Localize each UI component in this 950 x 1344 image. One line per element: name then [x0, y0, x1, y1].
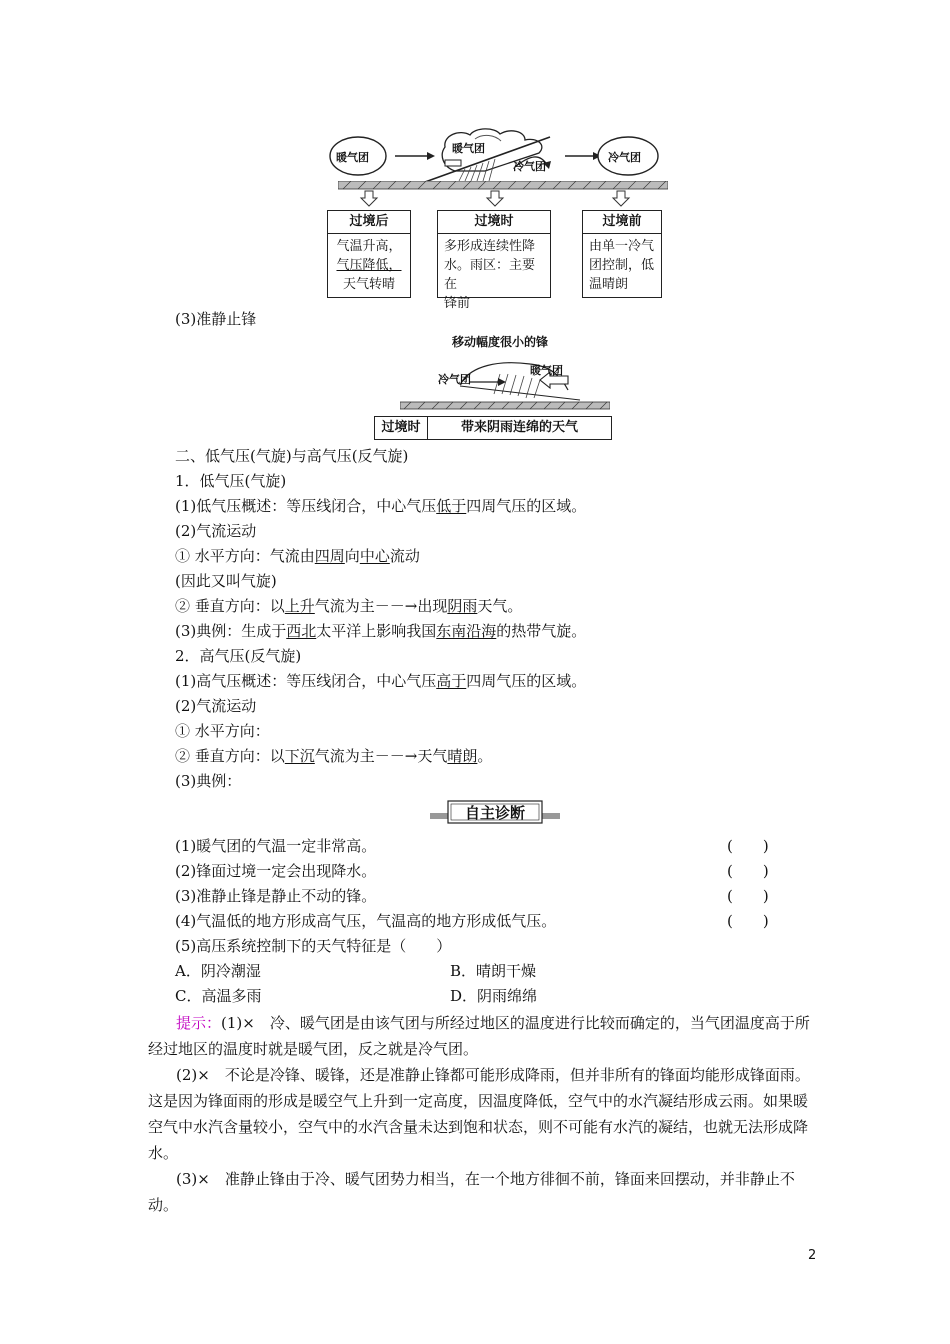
front-cold-label: 冷气团	[513, 160, 546, 173]
during-line-1: 多形成连续性降	[444, 239, 536, 254]
quasi-front-title: (3)准静止锋	[175, 310, 257, 328]
low-example: (3)典例：生成于西北太平洋上影响我国东南沿海的热带气旋。	[175, 622, 587, 640]
diag-answer-3[interactable]: ( )	[727, 887, 769, 905]
front-warm-label: 暖气团	[452, 142, 485, 155]
high-vertical: ② 垂直方向：以下沉气流为主－－→天气晴朗。	[175, 747, 493, 765]
after-line-1: 气温升高，	[336, 239, 402, 254]
before-line-1: 由单一冷气	[589, 239, 655, 254]
cold-mass-label: 冷气团	[608, 151, 641, 164]
quasi-caption: 移动幅度很小的锋	[452, 335, 549, 349]
diag-item-2: (2)锋面过境一定会出现降水。	[175, 862, 377, 880]
section2-heading: 二、低气压(气旋)与高气压(反气旋)	[175, 447, 409, 465]
diagnosis-banner	[430, 799, 560, 825]
diag-answer-4[interactable]: ( )	[727, 912, 769, 930]
quasi-passage-label: 过境时	[375, 417, 428, 439]
quasi-cold-label: 冷气团	[438, 373, 471, 386]
warm-mass-label: 暖气团	[336, 151, 369, 164]
diag-answer-2[interactable]: ( )	[727, 862, 769, 880]
diagnosis-banner-label: 自主诊断	[464, 804, 525, 822]
during-passage-header: 过境时	[438, 211, 550, 234]
after-passage-box	[327, 210, 411, 298]
option-b[interactable]: B．晴朗干燥	[450, 962, 537, 980]
after-line-3: 天气转晴	[342, 277, 395, 292]
diag-answer-1[interactable]: ( )	[727, 837, 769, 855]
high-flow: (2)气流运动	[175, 697, 257, 715]
low-horizontal: ① 水平方向：气流由四周向中心流动	[175, 547, 420, 565]
quasi-warm-label: 暖气团	[530, 364, 563, 377]
before-line-3: 温晴朗	[589, 277, 629, 292]
low-vertical: ② 垂直方向：以上升气流为主－－→出现阴雨天气。	[175, 597, 523, 615]
high-title: 2．高气压(反气旋)	[175, 647, 302, 665]
quasi-passage-box	[374, 416, 612, 440]
high-concept: (1)高气压概述：等压线闭合，中心气压高于四周气压的区域。	[175, 672, 587, 690]
option-a[interactable]: A．阴冷潮湿	[175, 962, 261, 980]
diag-item-4: (4)气温低的地方形成高气压，气温高的地方形成低气压。	[175, 912, 557, 930]
diag-item-1: (1)暖气团的气温一定非常高。	[175, 837, 377, 855]
hint-paragraph-1: 提示：(1)× 冷、暖气团是由该气团与所经过地区的温度进行比较而确定的，当气团温度高于所经过地区的温度时就是暖气团，反之就是冷气团。	[148, 1014, 810, 1058]
option-d[interactable]: D．阴雨绵绵	[450, 987, 538, 1005]
low-concept: (1)低气压概述：等压线闭合，中心气压低于四周气压的区域。	[175, 497, 587, 515]
during-line-2: 水。雨区：主要在	[444, 258, 536, 292]
ground-strip	[338, 181, 668, 211]
high-example: (3)典例：	[175, 772, 242, 790]
hint-paragraph-2: (2)× 不论是冷锋、暖锋，还是准静止锋都可能形成降雨，但并非所有的锋面均能形成锋面雨。这是因为锋面雨的形成是暖空气上升到一定高度，因温度降低，空气中的水汽凝结形成云雨。如果暖空气中水汽含量较小，空气中的水汽含量未达到饱和状态，则不可能有水汽的凝结，也就无法形成降水。	[148, 1066, 810, 1162]
low-horizontal-note: (因此又叫气旋)	[175, 572, 277, 590]
before-passage-header: 过境前	[583, 211, 661, 234]
before-line-2: 团控制，低	[589, 258, 655, 273]
during-line-3: 锋前	[444, 296, 471, 311]
after-line-2: 气压降低，	[336, 258, 402, 273]
during-passage-box	[437, 210, 551, 311]
high-horizontal: ① 水平方向：	[175, 722, 270, 740]
low-title: 1．低气压(气旋)	[175, 472, 287, 490]
page-number: 2	[808, 1248, 817, 1263]
low-flow: (2)气流运动	[175, 522, 257, 540]
diag-question-5: (5)高压系统控制下的天气特征是（ ）	[175, 937, 452, 955]
quasi-front-illustration	[400, 350, 610, 412]
after-passage-header: 过境后	[328, 211, 410, 234]
diag-item-3: (3)准静止锋是静止不动的锋。	[175, 887, 377, 905]
hint-paragraph-3: (3)× 准静止锋由于冷、暖气团势力相当，在一个地方徘徊不前，锋面来回摆动，并非静止不动。	[148, 1170, 795, 1214]
option-c[interactable]: C．高温多雨	[175, 987, 262, 1005]
before-passage-box	[582, 210, 662, 298]
quasi-passage-desc: 带来阴雨连绵的天气	[460, 420, 578, 435]
hint-label: 提示：	[176, 1014, 222, 1032]
